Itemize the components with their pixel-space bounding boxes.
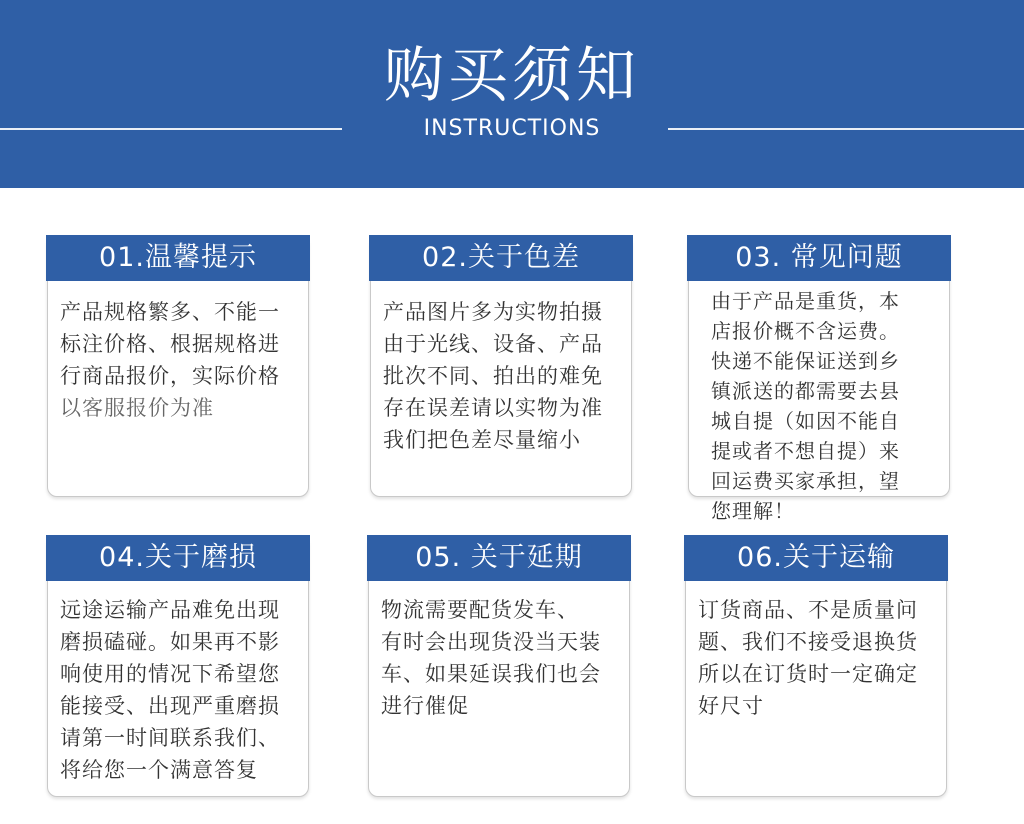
card-body: [381, 594, 625, 722]
card-line: 远途运输产品难免出现: [60, 598, 280, 622]
card-line: 由于光线、设备、产品: [383, 332, 603, 356]
card-title: 01.温馨提示: [46, 235, 310, 281]
card-body: [60, 594, 304, 786]
card-line: 我们把色差尽量缩小: [383, 428, 581, 452]
card-line: 批次不同、拍出的难免: [383, 364, 603, 388]
card-line: 快递不能保证送到乡: [711, 349, 900, 373]
card-line: 题、我们不接受退换货: [698, 630, 918, 654]
card-line: 进行催促: [381, 694, 469, 718]
page-subtitle: INSTRUCTIONS: [423, 116, 601, 141]
card-title: 06.关于运输: [684, 535, 948, 581]
page-title: 购买须知: [384, 41, 640, 111]
card-body: [698, 594, 942, 722]
card-body: [383, 296, 627, 456]
card-line: 标注价格、根据规格进: [60, 332, 280, 356]
card-line: 提或者不想自提）来: [711, 439, 900, 463]
card-line: 以客服报价为准: [60, 396, 214, 420]
card-line: 产品规格繁多、不能一: [60, 300, 280, 324]
card-body: [711, 286, 955, 526]
card-shipping: [685, 535, 947, 797]
card-line: 由于产品是重货，本: [711, 289, 900, 313]
card-faq: [688, 235, 950, 523]
card-wear: [47, 535, 309, 797]
card-line: 回运费买家承担，望: [711, 469, 900, 493]
card-title: 04.关于磨损: [46, 535, 310, 581]
card-line: 有时会出现货没当天装: [381, 630, 601, 654]
card-delay: [368, 535, 630, 797]
card-title: 03. 常见问题: [687, 235, 951, 281]
card-line: 镇派送的都需要去县: [711, 379, 900, 403]
card-color-difference: [370, 235, 632, 497]
card-line: 所以在订货时一定确定: [698, 662, 918, 686]
card-line: 请第一时间联系我们、: [60, 726, 280, 750]
card-line: 将给您一个满意答复: [60, 758, 258, 782]
card-line: 能接受、出现严重磨损: [60, 694, 280, 718]
card-line: 行商品报价，实际价格: [60, 364, 280, 388]
card-line: 磨损磕碰。如果再不影: [60, 630, 280, 654]
card-line: 您理解！: [711, 499, 795, 523]
card-line: 店报价概不含运费。: [711, 319, 900, 343]
card-line: 物流需要配货发车、: [381, 598, 579, 622]
card-line: 存在误差请以实物为准: [383, 396, 603, 420]
card-line: 车、如果延误我们也会: [381, 662, 601, 686]
card-line: 好尺寸: [698, 694, 764, 718]
card-warm-tips: [47, 235, 309, 497]
card-title: 05. 关于延期: [367, 535, 631, 581]
card-body: [60, 296, 304, 424]
card-line: 城自提（如因不能自: [711, 409, 900, 433]
card-line: 产品图片多为实物拍摄: [383, 300, 603, 324]
header-banner: [0, 0, 1024, 188]
card-line: 响使用的情况下希望您: [60, 662, 280, 686]
card-title: 02.关于色差: [369, 235, 633, 281]
card-line: 订货商品、不是质量问: [698, 598, 918, 622]
